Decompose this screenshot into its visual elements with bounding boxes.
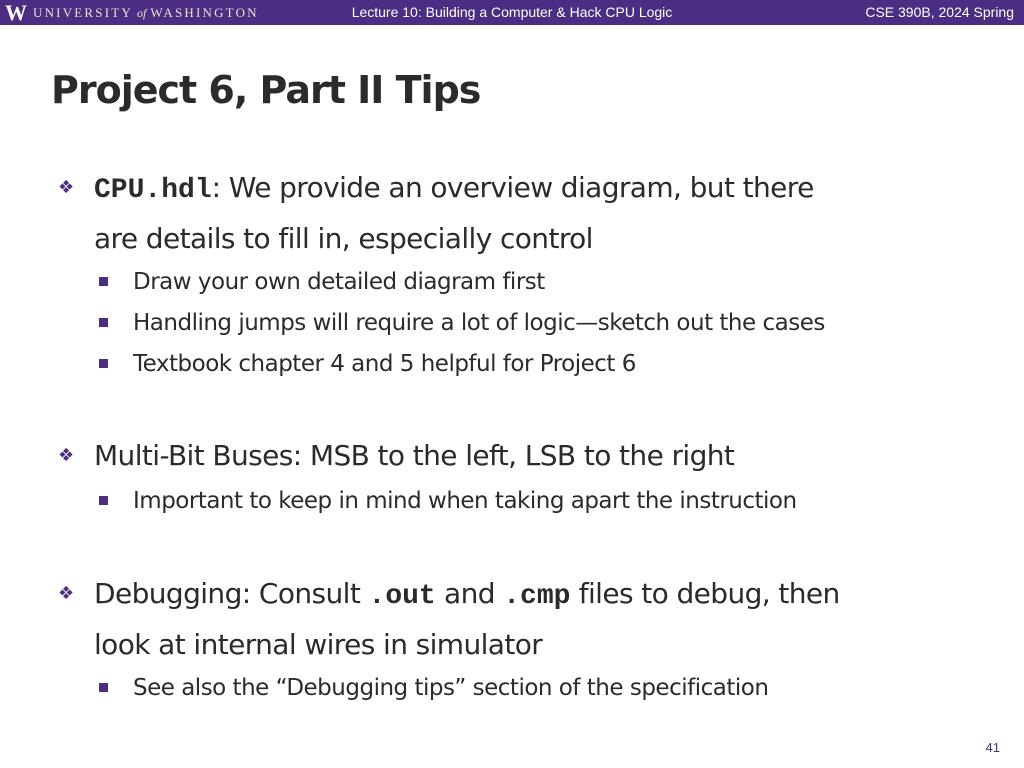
sub-bullet-text: Handling jumps will require a lot of logic—sketch out the cases [133, 310, 825, 336]
sub-bullet [133, 668, 993, 708]
course-label: CSE 390B, 2024 Spring [865, 4, 1014, 20]
bullet-multi-bit-buses [58, 432, 974, 480]
bullet-debugging [58, 570, 974, 669]
sub-bullet [133, 303, 993, 343]
wordmark-university: UNIVERSITY [33, 4, 133, 20]
bullet-text: : We provide an overview diagram, but there [211, 171, 814, 204]
sub-bullet [133, 481, 993, 521]
square-bullet-icon [99, 496, 108, 505]
sub-bullet [133, 262, 993, 302]
code-out: .out [368, 581, 436, 612]
page-number: 41 [985, 740, 1000, 755]
sub-bullet-text: Draw your own detailed diagram first [133, 269, 545, 295]
square-bullet-icon [99, 683, 108, 692]
square-bullet-icon [99, 277, 108, 286]
sub-bullet-text: Textbook chapter 4 and 5 helpful for Project 6 [133, 351, 636, 377]
diamond-bullet-icon: ❖ [58, 445, 75, 466]
wordmark-of: of [137, 5, 147, 20]
bullet-text: files to debug, then [570, 577, 840, 610]
bullet-cpu-hdl [58, 164, 974, 263]
wordmark-washington: WASHINGTON [150, 4, 259, 20]
sub-bullet [133, 344, 993, 384]
bullet-text: Debugging: Consult [94, 577, 369, 610]
square-bullet-icon [99, 318, 108, 327]
bullet-text: and [435, 577, 504, 610]
bullet-text-continued: look at internal wires in simulator [94, 628, 543, 661]
sub-bullet-text: See also the “Debugging tips” section of the specification [133, 675, 769, 701]
square-bullet-icon [99, 359, 108, 368]
uw-w-icon: W [5, 0, 27, 25]
sub-bullet-text: Important to keep in mind when taking apart the instruction [133, 488, 797, 514]
slide-title: Project 6, Part II Tips [51, 68, 481, 112]
diamond-bullet-icon: ❖ [58, 583, 75, 604]
lecture-title: Lecture 10: Building a Computer & Hack CPU Logic [351, 4, 673, 20]
diamond-bullet-icon: ❖ [58, 177, 75, 198]
bullet-text-continued: are details to fill in, especially control [94, 222, 593, 255]
code-cmp: .cmp [503, 581, 571, 612]
bullet-text: Multi-Bit Buses: MSB to the left, LSB to the right [94, 439, 735, 472]
code-cpu-hdl: CPU.hdl [94, 175, 212, 206]
